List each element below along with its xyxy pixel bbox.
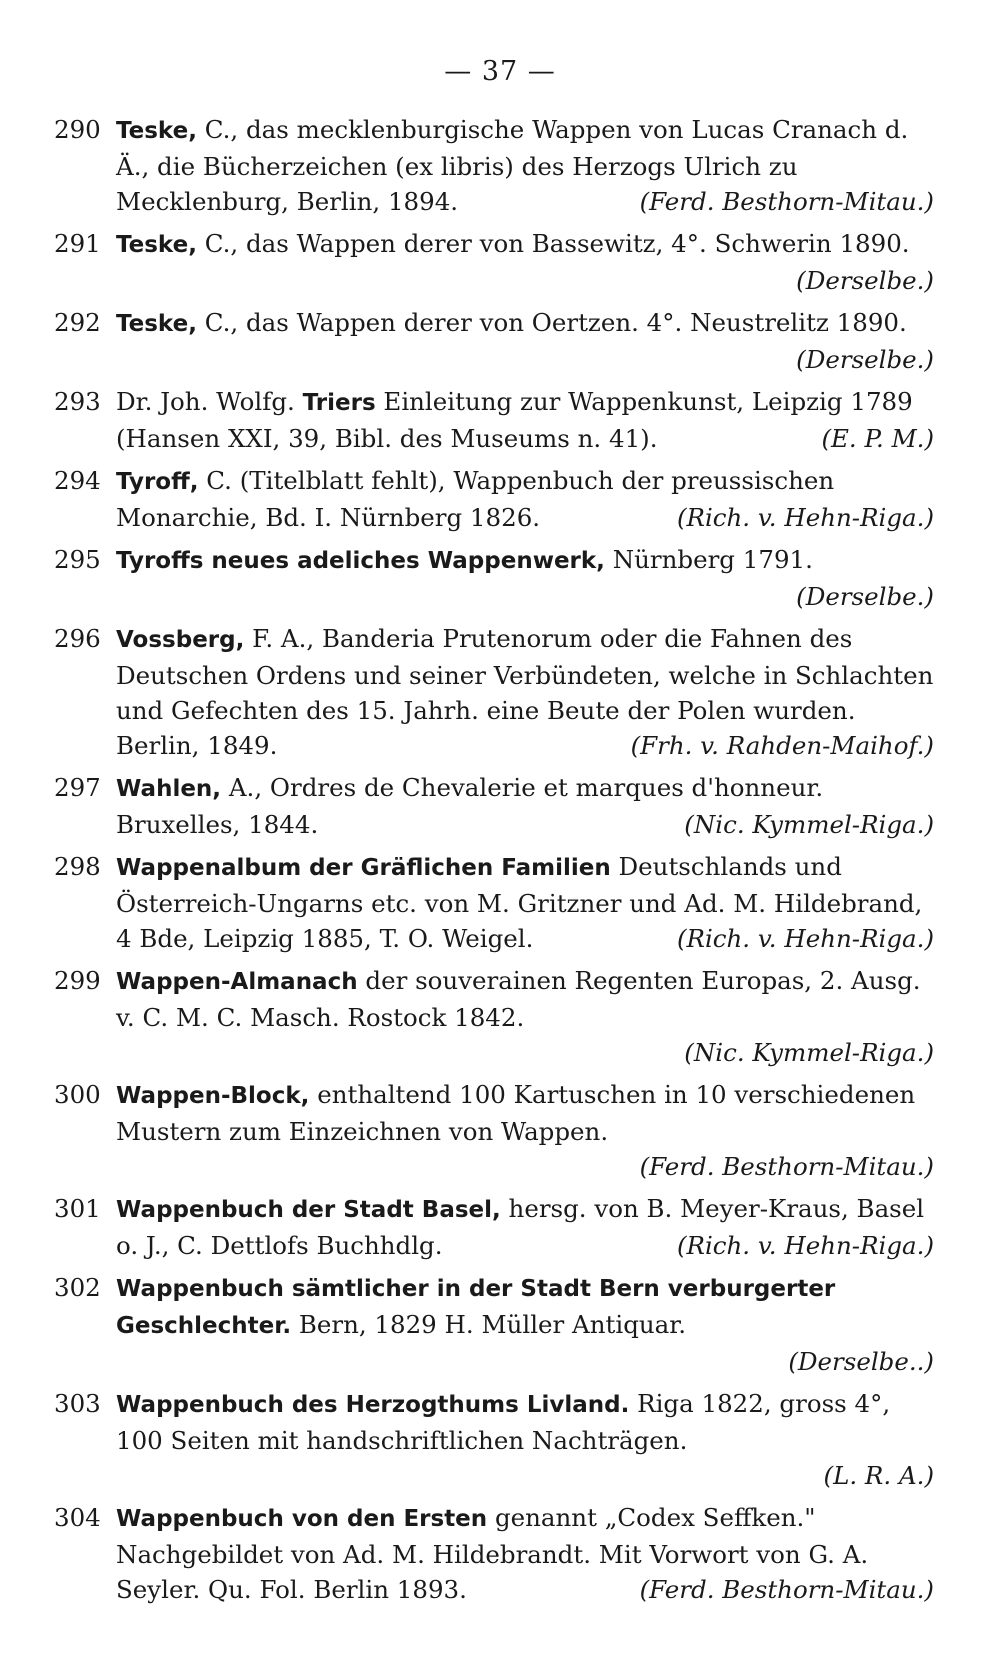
entry-text: C. (Titelblatt fehlt), Wappenbuch der preussischen Monarchie, Bd. I. Nürnberg 1826. [116, 466, 835, 532]
entry-heading: Wappen-Almanach [116, 969, 358, 995]
entry-source: (Ferd. Besthorn-Mitau.) [639, 1575, 934, 1604]
entry-heading: Teske, [116, 118, 197, 144]
catalog-entry [54, 542, 934, 614]
entry-source: (Ferd. Besthorn-Mitau.) [639, 187, 934, 216]
entry-source: (Derselbe.) [796, 582, 934, 611]
entry-source: (Derselbe..) [788, 1347, 934, 1376]
entry-text: enthaltend 100 Kartuschen in 10 verschiedenen Mustern zum Einzeichnen von Wappen. [116, 1080, 916, 1146]
entry-heading: Teske, [116, 232, 197, 258]
catalog-entry [54, 384, 934, 456]
entry-heading: Wahlen, [116, 776, 222, 802]
entry-heading: Wappenalbum der Gräflichen Familien [116, 855, 611, 881]
entry-text: Riga 1822, gross 4°, 100 Seiten mit handschriftlichen Nachträgen. [116, 1389, 891, 1455]
entry-text: C., das Wappen derer von Bassewitz, 4°. Schwerin 1890. [196, 229, 910, 258]
catalog-entry [54, 963, 934, 1070]
entry-heading: Vossberg, [116, 627, 245, 653]
entry-number: 293 [54, 387, 101, 416]
entry-source: (L. R. A.) [823, 1461, 934, 1490]
entry-number: 304 [54, 1503, 101, 1532]
catalog-entry [54, 112, 934, 219]
entry-source: (E. P. M.) [821, 424, 934, 453]
entry-source: (Derselbe.) [796, 345, 934, 374]
entry-text: F. A., Banderia Prutenorum oder die Fahnen des Deutschen Ordens und seiner Verbündeten, welche in Schlachten und Gefechten des 15. Jahrh. eine Beute der Polen wurden. Berlin, 1849. [116, 624, 934, 760]
catalog-entry [54, 226, 934, 298]
entry-source: (Ferd. Besthorn-Mitau.) [639, 1152, 934, 1181]
entry-number: 291 [54, 229, 101, 258]
entry-number: 296 [54, 624, 101, 653]
entry-source: (Nic. Kymmel-Riga.) [684, 1038, 934, 1067]
entry-number: 298 [54, 852, 101, 881]
entry-number: 302 [54, 1273, 101, 1302]
entry-heading: Tyroffs neues adeliches Wappenwerk, [116, 548, 605, 574]
entry-text: Nürnberg 1791. [604, 545, 813, 574]
entry-heading: Tyroff, [116, 469, 199, 495]
entry-heading: Triers [302, 390, 376, 416]
entry-heading: Wappenbuch von den Ersten [116, 1506, 488, 1532]
catalog-entry [54, 1191, 934, 1263]
catalog-entry [54, 305, 934, 377]
entry-list [54, 112, 934, 1614]
entry-source: (Nic. Kymmel-Riga.) [684, 810, 934, 839]
entry-source: (Rich. v. Hehn-Riga.) [676, 1231, 934, 1260]
entry-prefix: Dr. Joh. Wolfg. [116, 387, 303, 416]
entry-heading: Teske, [116, 311, 197, 337]
entry-number: 299 [54, 966, 101, 995]
catalog-entry [54, 463, 934, 535]
entry-text: C., das mecklenburgische Wappen von Lucas Cranach d. Ä., die Bücherzeichen (ex libris) des Herzogs Ulrich zu Mecklenburg, Berlin, 1894. [116, 115, 909, 216]
entry-source: (Rich. v. Hehn-Riga.) [676, 924, 934, 953]
entry-heading: Wappenbuch der Stadt Basel, [116, 1197, 501, 1223]
entry-text: A., Ordres de Chevalerie et marques d'honneur. Bruxelles, 1844. [116, 773, 824, 839]
entry-text: Einleitung zur Wappenkunst, Leipzig 1789 (Hansen XXI, 39, Bibl. des Museums n. 41). [116, 387, 913, 453]
entry-number: 303 [54, 1389, 101, 1418]
catalog-entry [54, 1386, 934, 1493]
entry-source: (Frh. v. Rahden-Maihof.) [630, 731, 934, 760]
entry-number: 290 [54, 115, 101, 144]
entry-number: 300 [54, 1080, 101, 1109]
entry-number: 292 [54, 308, 101, 337]
entry-text: Bern, 1829 H. Müller Antiquar. [291, 1310, 687, 1339]
entry-text: Deutschlands und Österreich-Ungarns etc. von M. Gritzner und Ad. M. Hildebrand, 4 Bde, Leipzig 1885, T. O. Weigel. [116, 852, 923, 953]
entry-number: 295 [54, 545, 101, 574]
entry-number: 301 [54, 1194, 101, 1223]
catalog-entry [54, 1500, 934, 1607]
entry-text: hersg. von B. Meyer-Kraus, Basel o. J., C. Dettlofs Buchhdlg. [116, 1194, 925, 1260]
entry-heading: Wappenbuch des Herzogthums Livland. [116, 1392, 630, 1418]
entry-text: C., das Wappen derer von Oertzen. 4°. Neustrelitz 1890. [196, 308, 907, 337]
entry-number: 294 [54, 466, 101, 495]
entry-heading: Wappen-Block, [116, 1083, 310, 1109]
entry-text: genannt „Codex Seffken." Nachgebildet von Ad. M. Hildebrandt. Mit Vorwort von G. A. Seyler. Qu. Fol. Berlin 1893. [116, 1503, 869, 1604]
entry-number: 297 [54, 773, 101, 802]
catalog-entry [54, 621, 934, 763]
catalog-entry [54, 770, 934, 842]
catalog-entry [54, 849, 934, 956]
catalog-entry [54, 1077, 934, 1184]
catalog-entry [54, 1270, 934, 1379]
entry-source: (Derselbe.) [796, 266, 934, 295]
entry-text: der souverainen Regenten Europas, 2. Ausg. v. C. M. C. Masch. Rostock 1842. [116, 966, 921, 1032]
page-number: — 37 — [444, 56, 556, 87]
entry-source: (Rich. v. Hehn-Riga.) [676, 503, 934, 532]
entry-heading: Wappenbuch sämtlicher in der Stadt Bern verburgerter Geschlechter. [116, 1276, 836, 1339]
